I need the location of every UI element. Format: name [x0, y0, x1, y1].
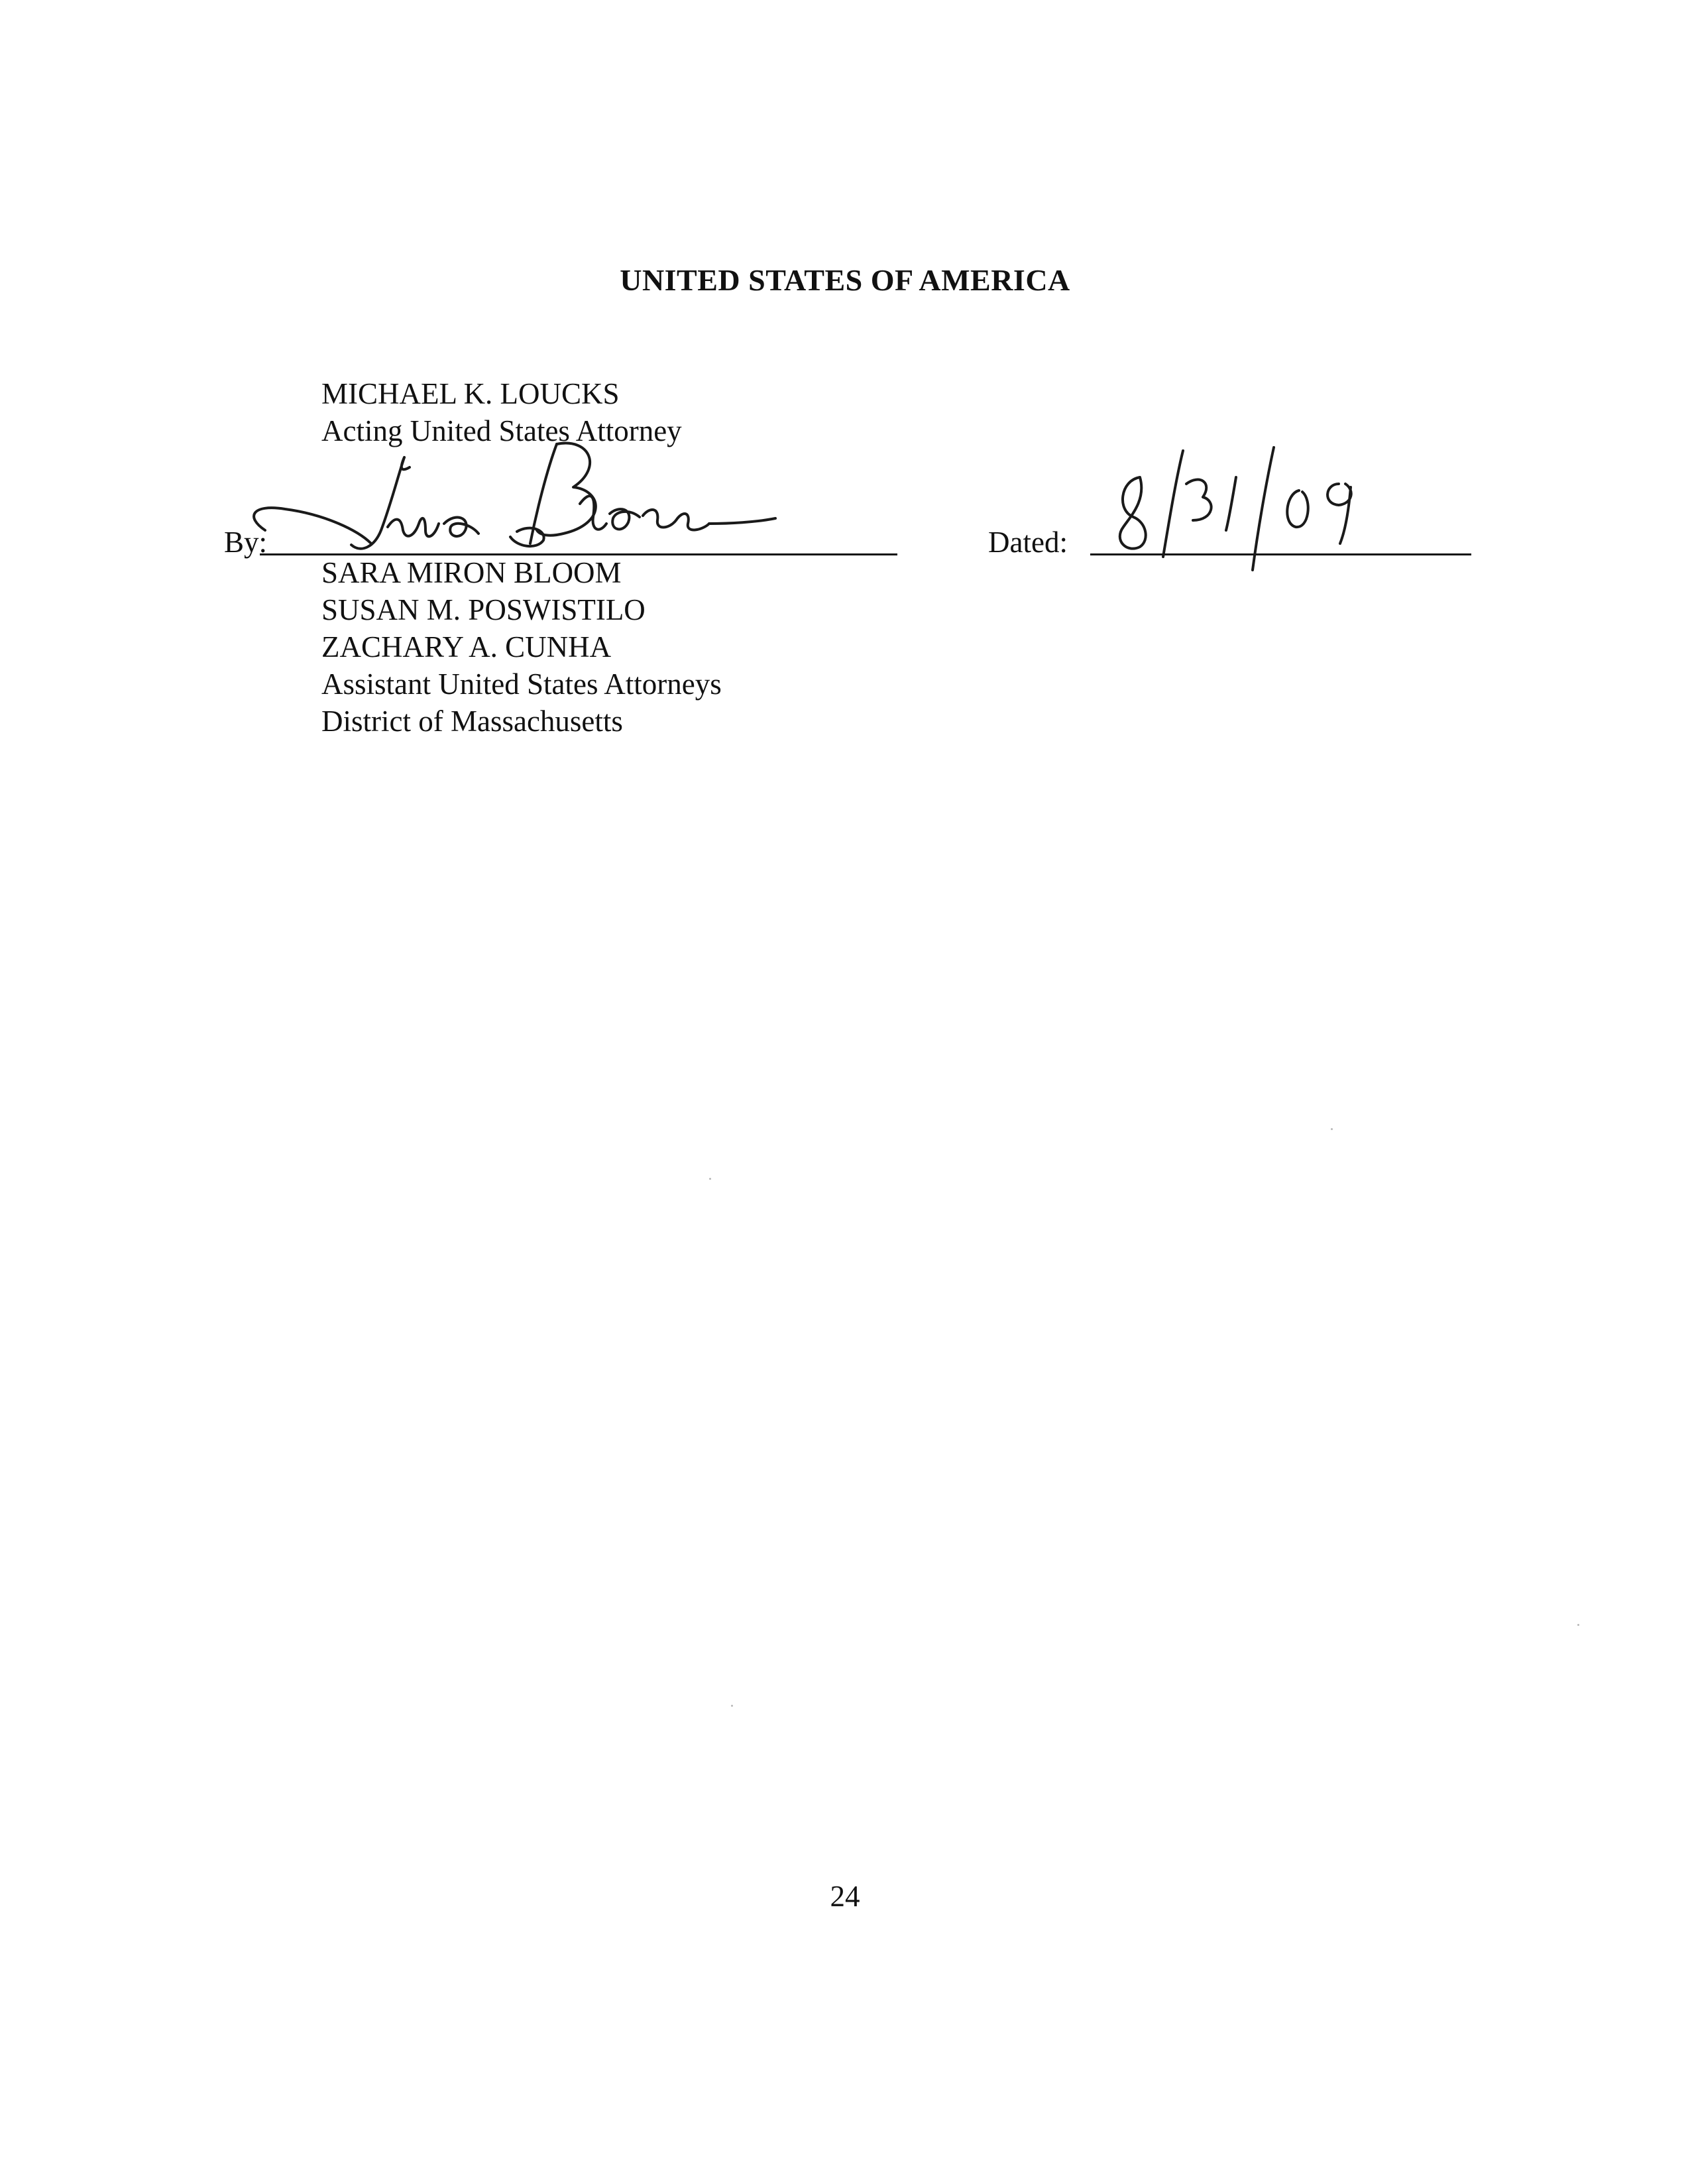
scan-speck: [1577, 1624, 1579, 1626]
scan-speck: [709, 1178, 711, 1180]
by-label: By:: [224, 526, 268, 559]
document-heading: UNITED STATES OF AMERICA: [620, 263, 1070, 297]
signatory-name-2: SUSAN M. POSWISTILO: [321, 593, 646, 626]
signatories-title: Assistant United States Attorneys: [321, 667, 722, 701]
district: District of Massachusetts: [321, 705, 623, 738]
scan-speck: [1331, 1128, 1333, 1130]
attorney-title: Acting United States Attorney: [321, 414, 682, 447]
page-number: 24: [830, 1880, 860, 1913]
scan-speck: [731, 1705, 733, 1707]
signatory-name-1: SARA MIRON BLOOM: [321, 556, 622, 589]
dated-label: Dated:: [988, 526, 1068, 559]
attorney-name: MICHAEL K. LOUCKS: [321, 377, 620, 410]
signatory-name-3: ZACHARY A. CUNHA: [321, 630, 612, 663]
handwritten-date: [1100, 437, 1379, 590]
